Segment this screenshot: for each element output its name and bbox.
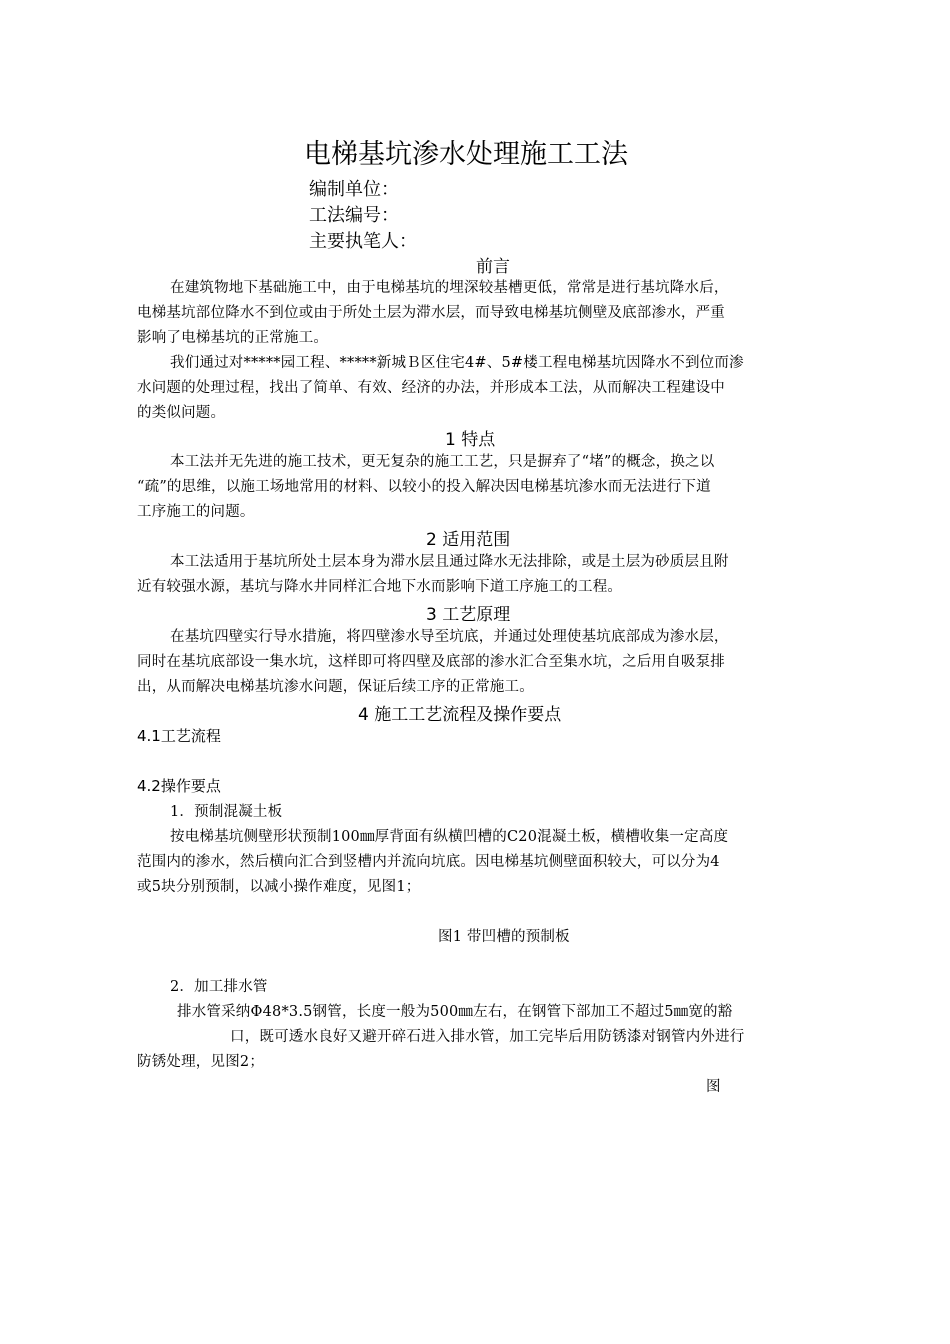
item2-line: 口，既可透水良好又避开碎石进入排水管，加工完毕后用防锈漆对钢管内外进行 xyxy=(230,1029,745,1045)
figure1-caption: 图1 带凹槽的预制板 xyxy=(438,929,570,945)
item1-line: 范围内的渗水，然后横向汇合到竖槽内并流向坑底。因电梯基坑侧壁面积较大，可以分为4 xyxy=(137,854,720,870)
item2-line: 防锈处理，见图2； xyxy=(137,1054,265,1070)
meta-method-number: 工法编号： xyxy=(309,205,399,226)
section3-line: 出，从而解决电梯基坑渗水问题，保证后续工序的正常施工。 xyxy=(137,679,534,695)
section3-line: 在基坑四壁实行导水措施，将四壁渗水导至坑底，并通过处理使基坑底部成为渗水层， xyxy=(170,629,729,645)
item2-title: 2．加工排水管 xyxy=(170,979,268,995)
meta-unit: 编制单位： xyxy=(309,179,399,200)
preface-line: 影响了电梯基坑的正常施工。 xyxy=(137,330,329,346)
preface-line: 电梯基坑部位降水不到位或由于所处土层为滞水层，而导致电梯基坑侧壁及底部渗水，严重 xyxy=(137,305,725,321)
document-title: 电梯基坑渗水处理施工工法 xyxy=(304,139,628,170)
section4-heading: 4 施工工艺流程及操作要点 xyxy=(358,705,562,725)
meta-author: 主要执笔人： xyxy=(309,231,417,252)
section2-line: 近有较强水源，基坑与降水井同样汇合地下水而影响下道工序施工的工程。 xyxy=(137,579,623,595)
figure2-caption: 图 xyxy=(706,1079,721,1095)
preface-line: 的类似问题。 xyxy=(137,405,226,421)
item2-line: 排水管采纳Φ48*3.5钢管，长度一般为500㎜左右，在钢管下部加工不超过5㎜宽的豁 xyxy=(177,1004,733,1020)
item1-line: 或5块分别预制，以减小操作难度，见图1； xyxy=(137,879,421,895)
section1-line: 本工法并无先进的施工技术，更无复杂的施工工艺，只是摒弃了“堵”的概念，换之以 xyxy=(170,454,715,470)
preface-line: 在建筑物地下基础施工中，由于电梯基坑的埋深较基槽更低，常常是进行基坑降水后， xyxy=(170,280,729,296)
preface-line: 水问题的处理过程，找出了简单、有效、经济的办法，并形成本工法，从而解决工程建设中 xyxy=(137,380,725,396)
section1-heading: 1 特点 xyxy=(445,430,496,450)
section1-line: 工序施工的问题。 xyxy=(137,504,255,520)
subsection-4-1: 4.1工艺流程 xyxy=(137,727,221,745)
section3-heading: 3 工艺原理 xyxy=(426,605,511,625)
subsection-4-2: 4.2操作要点 xyxy=(137,777,221,795)
section1-line: “疏”的思维，以施工场地常用的材料、以较小的投入解决因电梯基坑渗水而无法进行下道 xyxy=(137,479,711,495)
section2-line: 本工法适用于基坑所处土层本身为滞水层且通过降水无法排除，或是土层为砂质层且附 xyxy=(170,554,729,570)
preface-heading: 前言 xyxy=(476,257,510,277)
section3-line: 同时在基坑底部设一集水坑，这样即可将四壁及底部的渗水汇合至集水坑，之后用自吸泵排 xyxy=(137,654,725,670)
item1-line: 按电梯基坑侧壁形状预制100㎜厚背面有纵横凹槽的C20混凝土板，横槽收集一定高度 xyxy=(170,829,729,845)
item1-title: 1．预制混凝土板 xyxy=(170,804,283,820)
preface-line: 我们通过对*****园工程、*****新城Ｂ区住宅4#、5#楼工程电梯基坑因降水不到位而渗 xyxy=(170,355,744,371)
section2-heading: 2 适用范围 xyxy=(426,530,511,550)
